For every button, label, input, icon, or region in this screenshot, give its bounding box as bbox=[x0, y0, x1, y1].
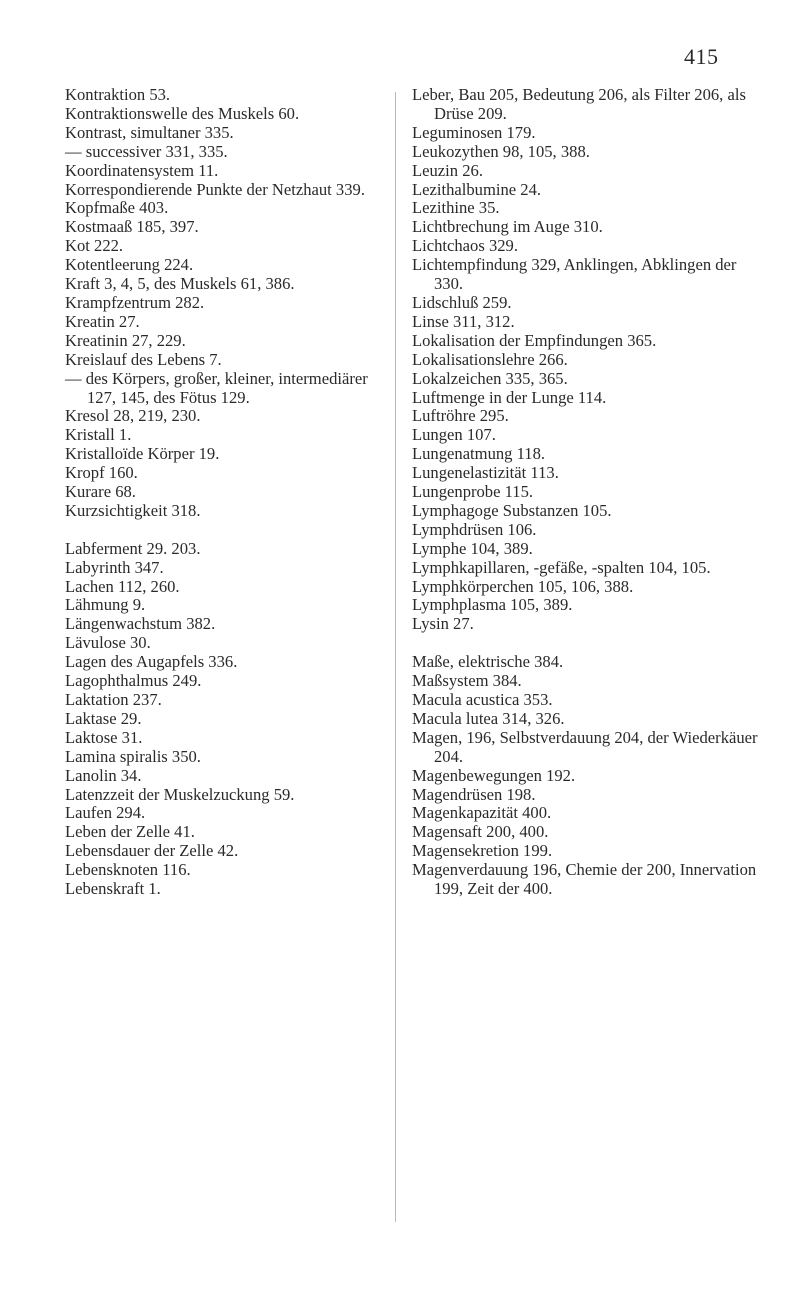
index-entry: Labferment 29. 203. bbox=[65, 538, 201, 558]
index-entry: Magen, 196, Selbstverdauung 204, der Wiederkäuer 204. bbox=[412, 727, 758, 766]
index-entry: Magensaft 200, 400. bbox=[412, 822, 549, 842]
index-entry: Magendrüsen 198. bbox=[412, 784, 536, 804]
index-entry: Lymphdrüsen 106. bbox=[412, 519, 537, 539]
index-entry: Kurare 68. bbox=[65, 482, 136, 502]
index-entry: Leguminosen 179. bbox=[412, 122, 536, 142]
index-entry: Lezithine 35. bbox=[412, 198, 500, 218]
index-entry: Krampfzentrum 282. bbox=[65, 292, 205, 312]
index-entry: Korrespondierende Punkte der Netzhaut 339. bbox=[65, 179, 365, 199]
index-entry: Lymphkapillaren, -gefäße, -spalten 104, 105. bbox=[412, 557, 711, 577]
index-entry: Kurzsichtigkeit 318. bbox=[65, 500, 201, 520]
index-entry: Längenwachstum 382. bbox=[65, 614, 216, 634]
index-entry: Maße, elektrische 384. bbox=[412, 652, 564, 672]
index-entry: Koordinatensystem 11. bbox=[65, 160, 219, 180]
index-entry: Lichtchaos 329. bbox=[412, 236, 518, 256]
index-entry: Lezithalbumine 24. bbox=[412, 179, 542, 199]
index-entry: Lagophthalmus 249. bbox=[65, 671, 202, 691]
index-entry: Leben der Zelle 41. bbox=[65, 822, 195, 842]
index-column-right bbox=[412, 86, 762, 899]
index-entry: Lebenskraft 1. bbox=[65, 879, 161, 899]
index-entry: Lymphplasma 105, 389. bbox=[412, 595, 573, 615]
index-entry: Kreatin 27. bbox=[65, 311, 140, 331]
index-entry: Lähmung 9. bbox=[65, 595, 146, 615]
index-entry: Lysin 27. bbox=[412, 614, 474, 634]
index-entry: — successiver 331, 335. bbox=[65, 141, 228, 161]
index-entry: Laktase 29. bbox=[65, 708, 142, 728]
index-entry: Latenzzeit der Muskelzuckung 59. bbox=[65, 784, 295, 804]
column-divider bbox=[395, 92, 396, 1222]
index-entry: Lagen des Augapfels 336. bbox=[65, 652, 238, 672]
index-entry: Kotentleerung 224. bbox=[65, 255, 194, 275]
index-entry: Lungenatmung 118. bbox=[412, 444, 546, 464]
index-entry: Lamina spiralis 350. bbox=[65, 746, 201, 766]
index-entry: Lokalisation der Empfindungen 365. bbox=[412, 330, 657, 350]
index-entry: Lungen 107. bbox=[412, 425, 496, 445]
index-entry: Lymphkörperchen 105, 106, 388. bbox=[412, 576, 634, 596]
index-entry: Lichtbrechung im Auge 310. bbox=[412, 217, 603, 237]
index-entry: Kostmaaß 185, 397. bbox=[65, 217, 199, 237]
index-entry: Luftröhre 295. bbox=[412, 406, 509, 426]
index-entry: Lanolin 34. bbox=[65, 765, 142, 785]
index-entry: Macula lutea 314, 326. bbox=[412, 708, 565, 728]
index-entry: Lichtempfindung 329, Anklingen, Abklingen der 330. bbox=[412, 255, 737, 294]
index-entry: Lävulose 30. bbox=[65, 633, 151, 653]
index-entry: Lebensknoten 116. bbox=[65, 860, 191, 880]
index-entry: Kontraktionswelle des Muskels 60. bbox=[65, 103, 300, 123]
index-entry: Lungenelastizität 113. bbox=[412, 463, 559, 483]
index-entry: Magenbewegungen 192. bbox=[412, 765, 576, 785]
index-entry: Kristalloïde Körper 19. bbox=[65, 444, 220, 464]
index-entry: Macula acustica 353. bbox=[412, 689, 553, 709]
index-entry: Laufen 294. bbox=[65, 803, 146, 823]
index-entry: Magenkapazität 400. bbox=[412, 803, 552, 823]
index-entry: Laktation 237. bbox=[65, 689, 162, 709]
index-entry: Lymphe 104, 389. bbox=[412, 538, 533, 558]
index-entry: Kot 222. bbox=[65, 236, 124, 256]
index-entry: Lymphagoge Substanzen 105. bbox=[412, 500, 612, 520]
index-entry: Laktose 31. bbox=[65, 727, 143, 747]
index-entry: Lungenprobe 115. bbox=[412, 482, 534, 502]
index-entry: Lebensdauer der Zelle 42. bbox=[65, 841, 239, 861]
index-entry: Labyrinth 347. bbox=[65, 557, 164, 577]
index-entry: Kreatinin 27, 229. bbox=[65, 330, 186, 350]
index-entry: Lokalzeichen 335, 365. bbox=[412, 368, 568, 388]
index-entry: Lachen 112, 260. bbox=[65, 576, 180, 596]
index-column-left bbox=[65, 86, 385, 899]
index-entry: Kraft 3, 4, 5, des Muskels 61, 386. bbox=[65, 274, 295, 294]
index-entry: Kristall 1. bbox=[65, 425, 132, 445]
index-entry: Kontrast, simultaner 335. bbox=[65, 122, 234, 142]
index-entry: Luftmenge in der Lunge 114. bbox=[412, 387, 607, 407]
index-entry: Kropf 160. bbox=[65, 463, 138, 483]
index-entry: Leuzin 26. bbox=[412, 160, 483, 180]
index-entry: Leukozythen 98, 105, 388. bbox=[412, 141, 590, 161]
index-entry: Kopfmaße 403. bbox=[65, 198, 169, 218]
index-entry: Maßsystem 384. bbox=[412, 671, 522, 691]
index-entry: Kreislauf des Lebens 7. bbox=[65, 349, 222, 369]
index-entry: Kontraktion 53. bbox=[65, 85, 171, 104]
index-entry: Linse 311, 312. bbox=[412, 311, 515, 331]
index-entry: Magenverdauung 196, Chemie der 200, Innervation 199, Zeit der 400. bbox=[412, 860, 757, 899]
index-entry: Kresol 28, 219, 230. bbox=[65, 406, 201, 426]
page-number: 415 bbox=[684, 44, 719, 69]
index-entry: Lidschluß 259. bbox=[412, 292, 512, 312]
index-entry: — des Körpers, großer, kleiner, intermediärer 127, 145, des Fötus 129. bbox=[65, 368, 368, 407]
index-entry: Leber, Bau 205, Bedeutung 206, als Filter 206, als Drüse 209. bbox=[412, 85, 746, 123]
index-entry: Magensekretion 199. bbox=[412, 841, 553, 861]
index-entry: Lokalisationslehre 266. bbox=[412, 349, 568, 369]
